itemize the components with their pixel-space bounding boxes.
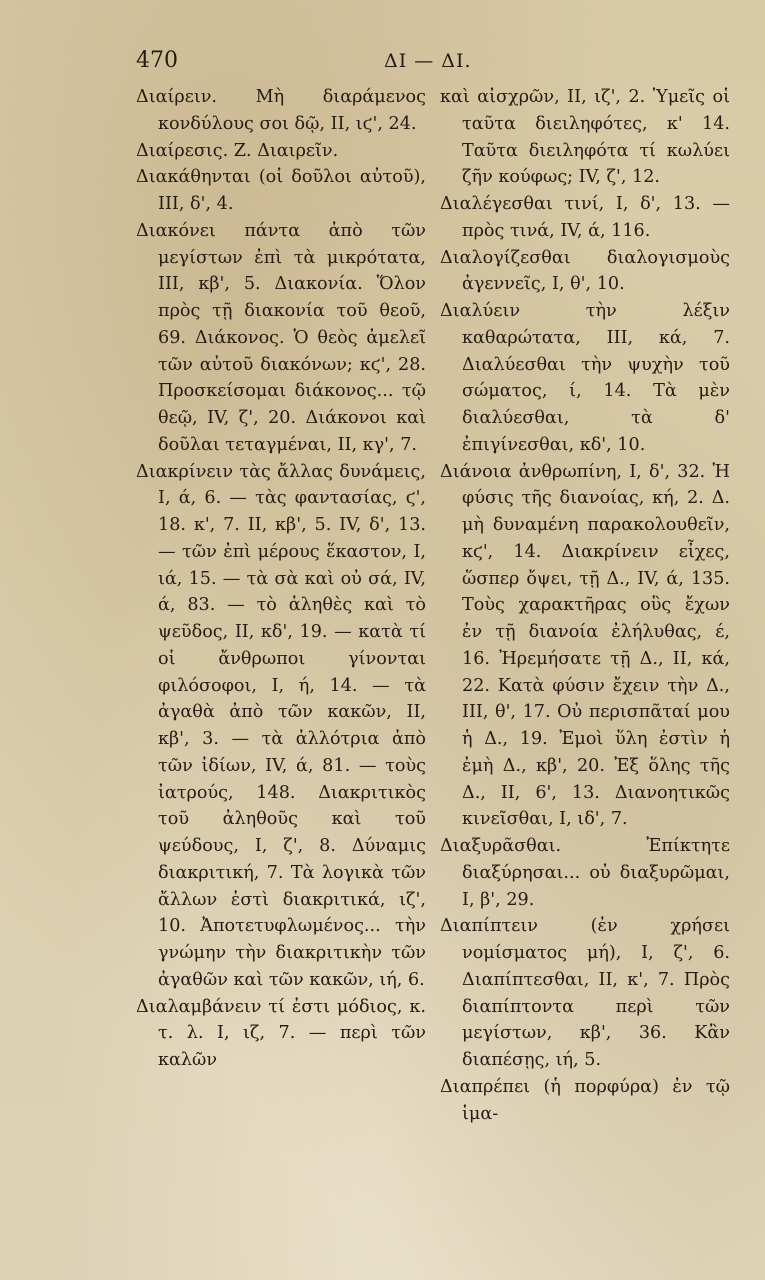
right-column xyxy=(440,84,730,1127)
index-entry: Διαλέγεσθαι τινί, I, δ', 13. — πρὸς τινά, IV, ά, 116. xyxy=(440,194,730,241)
index-entry: Διαπίπτειν (ἐν χρήσει νομίσματος μή), I, ζ', 6. Διαπίπτεσθαι, II, κ', 7. Πρὸς διαπίπτοντα περὶ τῶν μεγίστων, κβ', 36. Κἂν διαπέσῃς, ιή, 5. xyxy=(440,916,730,1070)
index-entry: Διακάθηνται (οἱ δοῦλοι αὐτοῦ), III, δ', 4. xyxy=(136,167,426,214)
running-title: ΔΙ — ΔΙ. xyxy=(384,50,472,72)
page-header xyxy=(136,48,736,80)
left-column xyxy=(136,84,426,1074)
index-entry: Διαλογίζεσθαι διαλογισμοὺς ἀγεννεῖς, I, θ', 10. xyxy=(440,247,730,295)
index-entry-continued: καὶ αἰσχρῶν, II, ιζ', 2. Ὑμεῖς οἱ ταῦτα διειληφότες, κ' 14. Ταῦτα διειληφότα τί κωλύει ζῆν κούφως; IV, ζ', 12. xyxy=(440,87,730,188)
index-entry: Διαλαμβάνειν τί ἐστι μόδιος, κ. τ. λ. I, ιζ, 7. — περὶ τῶν καλῶν xyxy=(136,996,426,1070)
index-entry: Διαίρεσις. Ζ. Διαιρεῖν. xyxy=(136,140,339,161)
index-entry: Διαλύειν τὴν λέξιν καθαρώτατα, III, κά, 7. Διαλύεσθαι τὴν ψυχὴν τοῦ σώματος, ί, 14. Τὰ μὲν διαλύεσθαι, τὰ δ' ἐπιγίνεσθαι, κδ', 10. xyxy=(440,301,730,455)
index-entry: Διάνοια ἀνθρωπίνη, I, δ', 32. Ἡ φύσις τῆς διανοίας, κή, 2. Δ. μὴ δυναμένη παρακολουθεῖν, κϛ', 14. Διακρίνειν εἶχες, ὥσπερ ὄψει, τῇ Δ., IV, ά, 135. Τοὺς χαρακτῆρας οὓς ἔχων ἐν τῇ διανοία ἐλήλυθας, έ, 16. Ἠρεμήσατε τῇ Δ., II, κά, 22. Κατὰ φύσιν ἔχειν τὴν Δ., III, θ', 17. Οὐ περισπᾶταί μου ἡ Δ., 19. Ἐμοὶ ὕλη ἐστὶν ἡ ἐμὴ Δ., κβ', 20. Ἐξ ὅλης τῆς Δ., II, 6', 13. Διανοητικῶς κινεῖσθαι, I, ιδ', 7. xyxy=(440,461,730,830)
page-number: 470 xyxy=(136,48,178,73)
index-entry: Διακόνει πάντα ἀπὸ τῶν μεγίστων ἐπὶ τὰ μικρότατα, III, κβ', 5. Διακονία. Ὅλον πρὸς τῇ διακονία τοῦ θεοῦ, 69. Διάκονος. Ὁ θεὸς ἀμελεῖ τῶν αὐτοῦ διακόνων; κϛ', 28. Προσκείσομαι διάκονος... τῷ θεῷ, IV, ζ', 20. Διάκονοι καὶ δοῦλαι τεταγμέναι, II, κγ', 7. xyxy=(136,220,426,455)
index-entry: Διαξυρᾶσθαι. Ἐπίκτητε διαξύρησαι... οὐ διαξυρῶμαι, I, β', 29. xyxy=(440,836,730,910)
index-entry: Διακρίνειν τὰς ἄλλας δυνάμεις, I, ά, 6. — τὰς φαντασίας, ϛ', 18. κ', 7. II, κβ', 5. IV, δ', 13. — τῶν ἐπὶ μέρους ἕκαστον, I, ιά, 15. — τὰ σὰ καὶ οὐ σά, IV, ά, 83. — τὸ ἀληθὲς καὶ τὸ ψεῦδος, II, κδ', 19. — κατὰ τί οἱ ἄνθρωποι γίνονται φιλόσοφοι, I, ή, 14. — τὰ ἀγαθὰ ἀπὸ τῶν κακῶν, II, κβ', 3. — τὰ ἀλλότρια ἀπὸ τῶν ἰδίων, IV, ά, 81. — τοὺς ἰατρούς, 148. Διακριτικὸς τοῦ ἀληθοῦς καὶ τοῦ ψεύδους, I, ζ', 8. Δύναμις διακριτική, 7. Τὰ λογικὰ τῶν ἄλλων ἐστὶ διακριτικά, ιζ', 10. Ἀποτετυφλωμένος... τὴν γνώμην τὴν διακριτικὴν τῶν ἀγαθῶν καὶ τῶν κακῶν, ιή, 6. xyxy=(136,461,426,990)
index-entry: Διαίρειν. Μὴ διαράμενος κονδύλους σοι δῷ, II, ιϛ', 24. xyxy=(136,87,426,134)
index-entry: Διαπρέπει (ἡ πορφύρα) ἐν τῷ ἱμα- xyxy=(440,1076,730,1124)
